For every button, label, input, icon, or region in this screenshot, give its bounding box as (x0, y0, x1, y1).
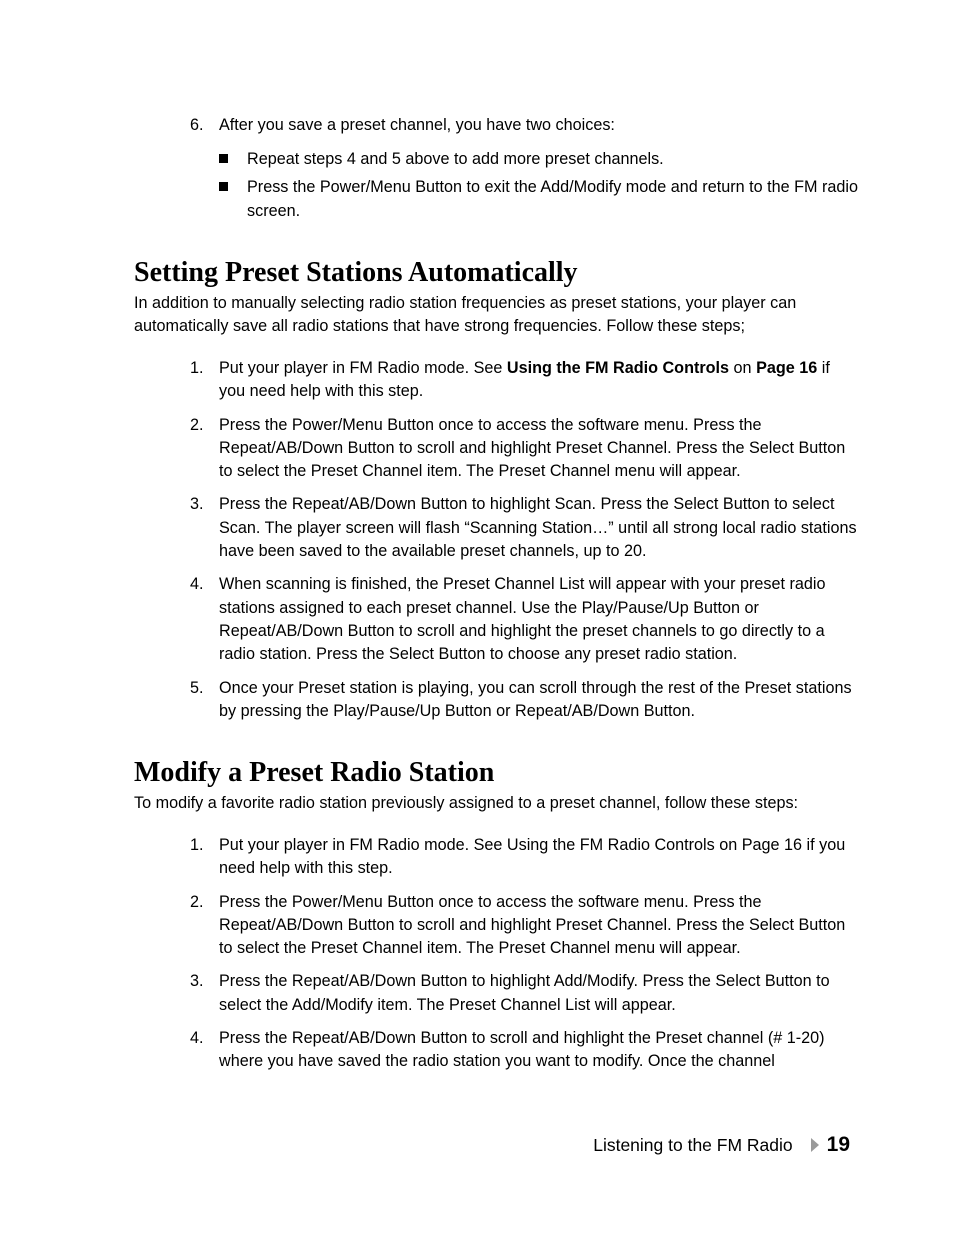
section-heading-modify-preset: Modify a Preset Radio Station (134, 757, 495, 788)
step-text: Press the Power/Menu Button once to access the software menu. Press the Repeat/AB/Down Button to scroll and highlight Preset Channel. Press the Select Button to select the Preset Channel item. The Preset Channel menu will appear. (219, 415, 846, 481)
text-run: on (729, 359, 757, 377)
arrow-right-icon (811, 1138, 819, 1152)
step-text (219, 357, 860, 404)
step-text: Put your player in FM Radio mode. See Using the FM Radio Controls on Page 16 if you need help with this step. (219, 836, 846, 878)
step-text: Press the Power/Menu Button once to access the software menu. Press the Repeat/AB/Down Button to scroll and highlight Preset Channel. Press the Select Button to select the Preset Channel item. The Preset Channel menu will appear. (219, 892, 846, 958)
step-item (190, 834, 860, 881)
footer-section-title: Listening to the FM Radio (593, 1134, 793, 1155)
step-number: 3. (190, 972, 204, 991)
step-item (190, 573, 860, 666)
step-item (190, 414, 860, 484)
step-number: 2. (190, 415, 204, 434)
bold-page-ref: Page 16 (756, 359, 818, 377)
auto-preset-steps (190, 357, 860, 733)
step-item (190, 891, 860, 961)
step-text: After you save a preset channel, you have two choices: (219, 116, 615, 134)
step-text: Press the Repeat/AB/Down Button to highlight Add/Modify. Press the Select Button to select the Add/Modify item. The Preset Channel List will appear. (219, 972, 830, 1014)
step-item (190, 493, 860, 563)
step-number: 5. (190, 678, 204, 697)
step-number: 3. (190, 495, 204, 514)
section-intro: In addition to manually selecting radio station frequencies as preset stations, your player can automatically save all radio stations that have strong frequencies. Follow these steps; (134, 294, 797, 335)
choices-list (219, 147, 859, 227)
step-text: When scanning is finished, the Preset Channel List will appear with your preset radio stations assigned to each preset channel. Use the Play/Pause/Up Button or Repeat/AB/Down Button to scroll and highlight the preset channels to go directly to a radio station. Press the Select Button to choose any preset radio station. (219, 575, 826, 664)
bullet-item (219, 147, 859, 171)
section-heading-auto-presets: Setting Preset Stations Automatically (134, 257, 578, 288)
step-number: 4. (190, 575, 204, 594)
bullet-item (219, 175, 859, 223)
bullet-text: Repeat steps 4 and 5 above to add more preset channels. (247, 150, 664, 168)
step-number: 1. (190, 359, 204, 377)
square-bullet-icon (219, 182, 228, 191)
modify-preset-steps (190, 834, 860, 1084)
page-number: 19 (826, 1133, 850, 1156)
step-item (190, 357, 860, 404)
bold-reference: Using the FM Radio Controls (506, 359, 730, 377)
section-intro: To modify a favorite radio station previously assigned to a preset channel, follow these steps: (134, 794, 799, 812)
step-number: 1. (190, 836, 204, 854)
step-6 (190, 114, 860, 137)
step-text: Press the Repeat/AB/Down Button to highlight Scan. Press the Select Button to select Scan. The player screen will flash “Scanning Station…” until all strong local radio stations have been saved to the available preset channels, up to 20. (219, 495, 857, 561)
step-number: 6. (190, 116, 204, 134)
step-item (190, 970, 860, 1017)
step-item (190, 1027, 860, 1074)
step-number: 2. (190, 892, 204, 911)
step-number: 4. (190, 1029, 204, 1048)
step-item (190, 677, 860, 724)
text-run: Put your player in FM Radio mode. See (219, 359, 507, 377)
text-run: if you need help with this step. (219, 359, 830, 401)
step-text: Once your Preset station is playing, you can scroll through the rest of the Preset stations by pressing the Play/Pause/Up Button or Repeat/AB/Down Button. (219, 678, 852, 720)
page-footer (593, 1133, 850, 1157)
bullet-text: Press the Power/Menu Button to exit the Add/Modify mode and return to the FM radio screen. (247, 178, 858, 220)
square-bullet-icon (219, 154, 228, 163)
step-text: Press the Repeat/AB/Down Button to scroll and highlight the Preset channel (# 1-20) where you have saved the radio station you want to modify. Once the channel (219, 1029, 825, 1071)
